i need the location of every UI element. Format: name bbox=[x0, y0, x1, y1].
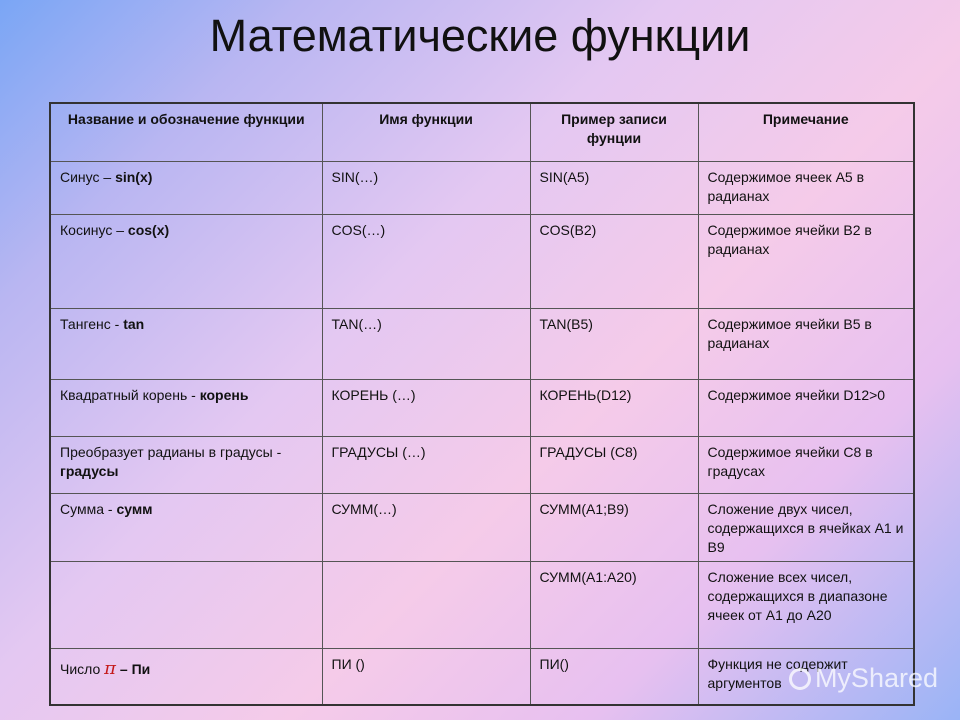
name-notation: – Пи bbox=[116, 660, 151, 677]
table-row bbox=[50, 161, 914, 214]
cell-name bbox=[50, 161, 322, 214]
cell-example: КОРЕНЬ(D12) bbox=[530, 379, 698, 436]
table-row bbox=[50, 379, 914, 436]
cell-function: SIN(…) bbox=[322, 161, 530, 214]
cell-note: Содержимое ячейки B2 в радианах bbox=[698, 214, 914, 308]
cell-name bbox=[50, 214, 322, 308]
name-notation: градусы bbox=[60, 462, 119, 479]
cell-note: Функция не содержит аргументов bbox=[698, 648, 914, 705]
cell-example: СУММ(A1;B9) bbox=[530, 493, 698, 561]
name-notation: корень bbox=[199, 386, 249, 403]
cell-function bbox=[322, 561, 530, 648]
cell-example: ГРАДУСЫ (C8) bbox=[530, 436, 698, 493]
cell-example: COS(B2) bbox=[530, 214, 698, 308]
table-row bbox=[50, 648, 914, 705]
name-notation: cos(x) bbox=[127, 221, 170, 238]
table-row bbox=[50, 493, 914, 561]
table-row bbox=[50, 308, 914, 379]
name-text: Квадратный корень - bbox=[60, 386, 200, 403]
table-header-row bbox=[50, 103, 914, 161]
cell-function: ПИ () bbox=[322, 648, 530, 705]
name-text: Сумма - bbox=[60, 500, 117, 517]
table-row bbox=[50, 436, 914, 493]
header-note: Примечание bbox=[698, 103, 914, 161]
name-text: Преобразует радианы в градусы - bbox=[60, 443, 282, 460]
cell-function: ГРАДУСЫ (…) bbox=[322, 436, 530, 493]
functions-table bbox=[49, 102, 915, 706]
cell-name bbox=[50, 308, 322, 379]
cell-note: Сложение двух чисел, содержащихся в ячейках A1 и B9 bbox=[698, 493, 914, 561]
cell-example: ПИ() bbox=[530, 648, 698, 705]
watermark bbox=[789, 663, 938, 694]
cell-note: Сложение всех чисел, содержащихся в диапазоне ячеек от A1 до A20 bbox=[698, 561, 914, 648]
cell-note: Содержимое ячейки C8 в градусах bbox=[698, 436, 914, 493]
name-text: Синус – bbox=[60, 168, 116, 185]
cell-function: TAN(…) bbox=[322, 308, 530, 379]
table-row bbox=[50, 214, 914, 308]
table-row bbox=[50, 561, 914, 648]
header-function: Имя функции bbox=[322, 103, 530, 161]
cell-function: COS(…) bbox=[322, 214, 530, 308]
pi-symbol: π bbox=[104, 657, 116, 679]
cell-note: Содержимое ячеек A5 в радианах bbox=[698, 161, 914, 214]
name-text: Тангенс - bbox=[60, 315, 124, 332]
watermark-logo-icon bbox=[789, 668, 811, 690]
name-text: Число bbox=[60, 660, 105, 677]
cell-name bbox=[50, 493, 322, 561]
cell-function: СУММ(…) bbox=[322, 493, 530, 561]
cell-note: Содержимое ячейки D12>0 bbox=[698, 379, 914, 436]
cell-example: СУММ(A1:A20) bbox=[530, 561, 698, 648]
cell-name bbox=[50, 561, 322, 648]
cell-note: Содержимое ячейки B5 в радианах bbox=[698, 308, 914, 379]
cell-name bbox=[50, 436, 322, 493]
cell-name bbox=[50, 379, 322, 436]
name-notation: tan bbox=[123, 315, 145, 332]
name-notation: sin(x) bbox=[115, 168, 153, 185]
slide-title: Математические функции bbox=[209, 10, 751, 61]
header-example: Пример записи фунции bbox=[530, 103, 698, 161]
cell-function: КОРЕНЬ (…) bbox=[322, 379, 530, 436]
header-name: Название и обозначение функции bbox=[50, 103, 322, 161]
cell-name bbox=[50, 648, 322, 705]
name-text: Косинус – bbox=[60, 221, 128, 238]
watermark-text: MyShared bbox=[814, 663, 938, 693]
name-notation: сумм bbox=[116, 500, 153, 517]
cell-example: SIN(A5) bbox=[530, 161, 698, 214]
cell-example: TAN(B5) bbox=[530, 308, 698, 379]
